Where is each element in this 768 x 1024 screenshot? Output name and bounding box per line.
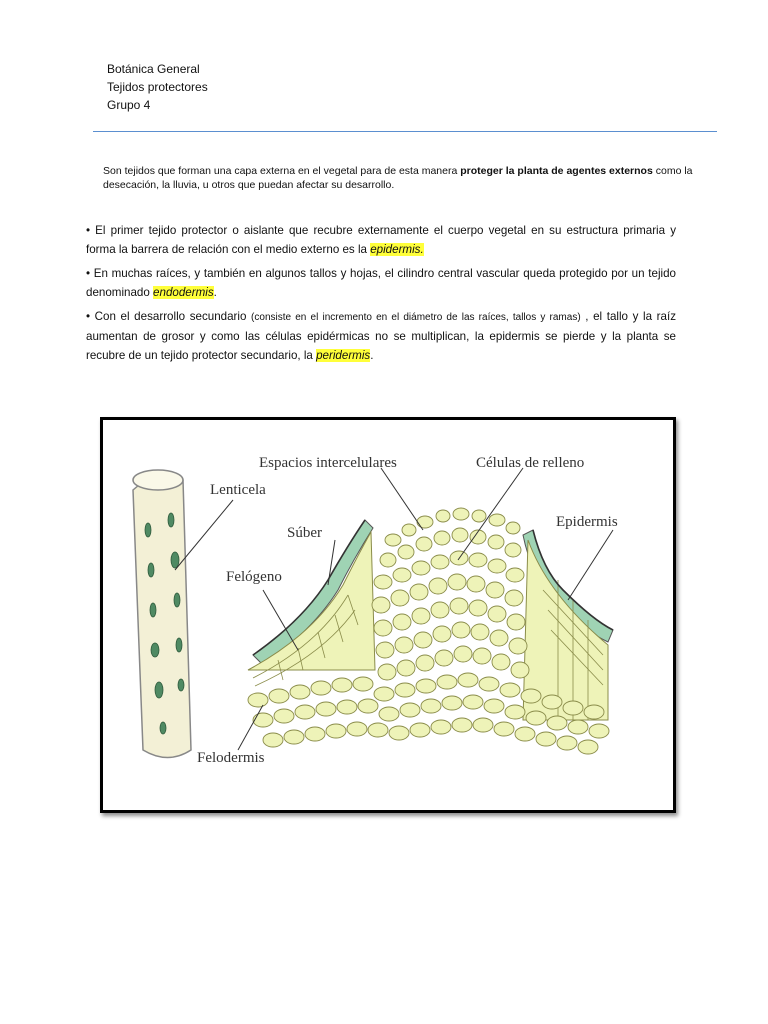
intro-text-start: Son tejidos que forman una capa externa en el vegetal para de esta manera	[103, 165, 461, 177]
course-title: Botánica General	[107, 62, 200, 76]
bullet-text: • En muchas raíces, y también en algunos tallos y hojas, el cilindro central vascular queda protegido por un tejido denominado	[86, 267, 676, 299]
tissue-section	[248, 508, 613, 754]
label-epidermis: Epidermis	[556, 514, 618, 530]
label-suber: Súber	[287, 525, 322, 541]
group-label: Grupo 4	[107, 98, 151, 112]
periderm-illustration	[100, 417, 676, 813]
bullet-list	[86, 221, 676, 370]
label-felodermis: Felodermis	[197, 750, 265, 766]
intro-text-end: como la desecación, la lluvia, u otros que puedan afectar su desarrollo.	[103, 165, 693, 191]
header-divider	[93, 131, 717, 132]
highlight-peridermis: peridermis	[316, 349, 371, 362]
bullet-note: (consiste en el incremento en el diámetro de las raíces, tallos y ramas)	[251, 312, 581, 323]
intro-paragraph	[103, 164, 703, 192]
bullet-text-end: .	[370, 349, 374, 362]
bullet-peridermis	[86, 307, 676, 365]
bullet-text: • El primer tejido protector o aislante que recubre externamente el cuerpo vegetal en su estructura primaria y forma la barrera de relación con el medio externo es la	[86, 224, 676, 256]
label-felogeno: Felógeno	[226, 569, 282, 585]
bullet-text-end: .	[213, 286, 217, 299]
bullet-text-middle: , el tallo y la raíz aumentan de grosor y como las células epidérmicas no se multiplican, la epidermis se pierde y la planta se recubre de un tejido protector secundario, la	[86, 310, 676, 362]
illustration-svg	[103, 420, 673, 810]
highlight-endodermis: endodermis	[153, 286, 214, 299]
bullet-epidermis	[86, 221, 676, 259]
topic-title: Tejidos protectores	[107, 80, 208, 94]
label-espacios: Espacios intercelulares	[259, 455, 397, 471]
label-lenticela: Lenticela	[210, 482, 266, 498]
bullet-endodermis	[86, 264, 676, 302]
highlight-epidermis: epidermis.	[370, 243, 424, 256]
bullet-text: • Con el desarrollo secundario	[86, 310, 252, 323]
intro-bold-text: proteger la planta de agentes externos	[460, 165, 653, 177]
label-celulas: Células de relleno	[476, 455, 585, 471]
document-header	[107, 60, 208, 114]
branch-drawing	[133, 470, 191, 758]
